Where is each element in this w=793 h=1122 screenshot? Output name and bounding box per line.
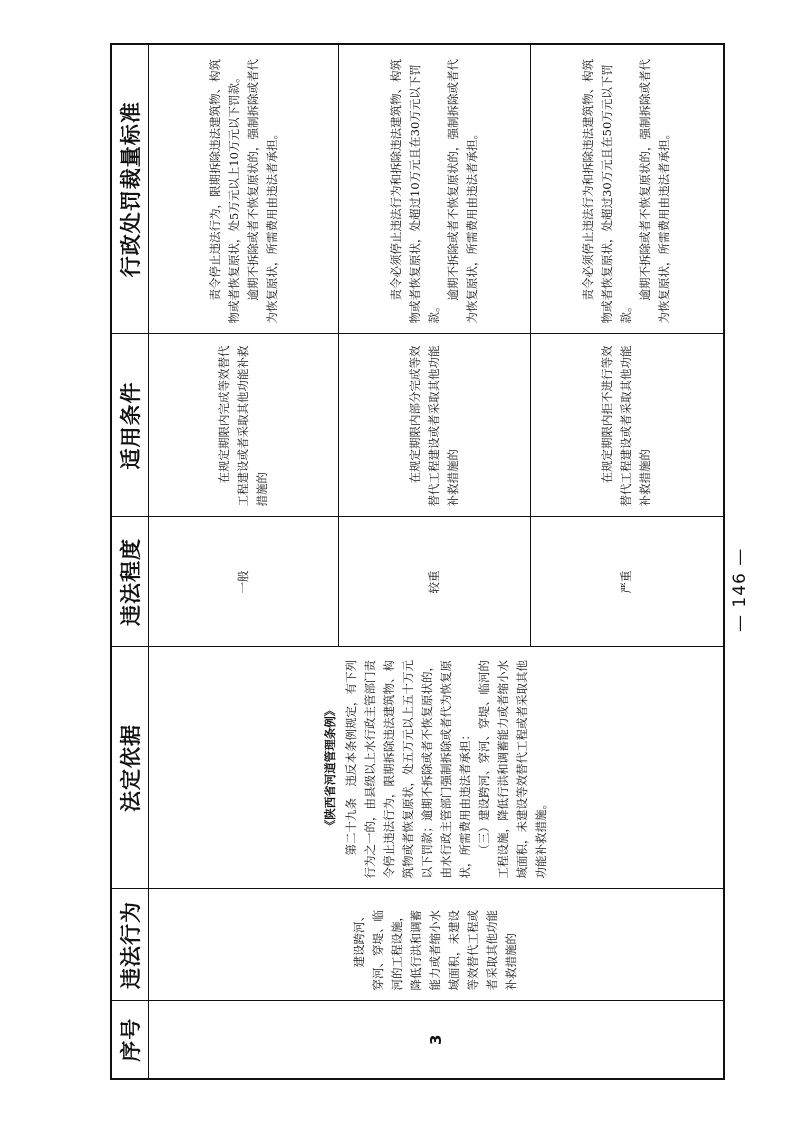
standard-1-para-2: 逾期不拆除或者不恢复原状的，强制拆除或者代为恢复原状，所需费用由违法者承担。 bbox=[245, 59, 279, 324]
degree-text-2: 较重 bbox=[427, 570, 441, 594]
degree-text-1: 一般 bbox=[236, 570, 250, 594]
degree-cell-1 bbox=[149, 517, 339, 647]
standard-cell-2 bbox=[339, 44, 531, 334]
header-law: 法定依据 bbox=[111, 647, 149, 889]
seq-cell: 3 bbox=[149, 1001, 724, 1079]
standard-2-para-2: 逾期不拆除或者不恢复原状的，强制拆除或者代为恢复原状，所需费用由违法者承担。 bbox=[446, 59, 479, 324]
standard-cell-1 bbox=[149, 44, 339, 334]
act-cell bbox=[149, 889, 724, 1001]
condition-cell-1 bbox=[149, 334, 339, 517]
penalty-table bbox=[110, 43, 725, 1080]
condition-cell-2 bbox=[339, 334, 531, 517]
condition-text-1: 在规定期限内完成等效替代工程建设或者采取其他功能补救措施的 bbox=[217, 345, 269, 507]
act-text: 建设跨河、穿河、穿堤、临河的工程设施，降低行洪和调蓄能力或者缩小水域面积，未建设等效替代工程或者采取其他功能补救措施的 bbox=[352, 910, 519, 991]
header-seq: 序号 bbox=[111, 1001, 149, 1079]
header-degree: 违法程度 bbox=[111, 517, 149, 647]
law-cell bbox=[149, 647, 724, 889]
standard-3-para-2: 逾期不拆除或者不恢复原状的，强制拆除或者代为恢复原状，所需费用由违法者承担。 bbox=[638, 59, 672, 324]
law-para-1: 第二十九条 违反本条例规定，有下列行为之一的，由县级以上水行政主管部门责令停止违法行为，限期拆除违法建筑物、构筑物或者恢复原状，处五万元以上五十万元以下罚款；逾期不拆除或者不恢复原状的，由水行政主管部门强制拆除或者代为恢复原状，所需费用由违法者承担： bbox=[343, 660, 472, 879]
standard-3-para-1: 责令必须停止违法行为和拆除违法建筑物、构筑物或者恢复原状，处超过30万元且在50万元以下罚款。 bbox=[581, 59, 634, 324]
condition-text-2: 在规定期限内部分完成等效替代工程建设或者采取其他功能补救措施的 bbox=[408, 345, 460, 507]
condition-cell-3 bbox=[531, 334, 724, 517]
standard-1-para-1: 责令停止违法行为，限期拆除违法建筑物、构筑物或者恢复原状，处5万元以上10万元以下罚款。 bbox=[207, 59, 241, 324]
header-row bbox=[111, 44, 149, 1079]
page-number: — 146 — bbox=[730, 547, 750, 632]
standard-cell-3 bbox=[531, 44, 724, 334]
condition-text-3: 在规定期限内拒不进行等效替代工程建设或者采取其他功能补救措施的 bbox=[600, 345, 653, 507]
header-condition: 适用条件 bbox=[111, 334, 149, 517]
law-para-2: （三）建设跨河、穿河、穿堤、临河的工程设施，降低行洪和调蓄能力或者缩小水域面积，未建设等效替代工程或者采取其他功能补救措施。 bbox=[476, 660, 548, 879]
table-row bbox=[149, 44, 339, 1079]
degree-text-3: 严重 bbox=[619, 570, 634, 594]
header-act: 违法行为 bbox=[111, 889, 149, 1001]
standard-2-para-1: 责令必须停止违法行为和拆除违法建筑物、构筑物或者恢复原状，处超过10万元且在30万元以下罚款。 bbox=[389, 59, 441, 324]
header-standard: 行政处罚裁量标准 bbox=[111, 44, 149, 334]
degree-cell-2 bbox=[339, 517, 531, 647]
degree-cell-3 bbox=[531, 517, 724, 647]
law-title: 《陕西省河道管理条例》 bbox=[322, 704, 337, 832]
